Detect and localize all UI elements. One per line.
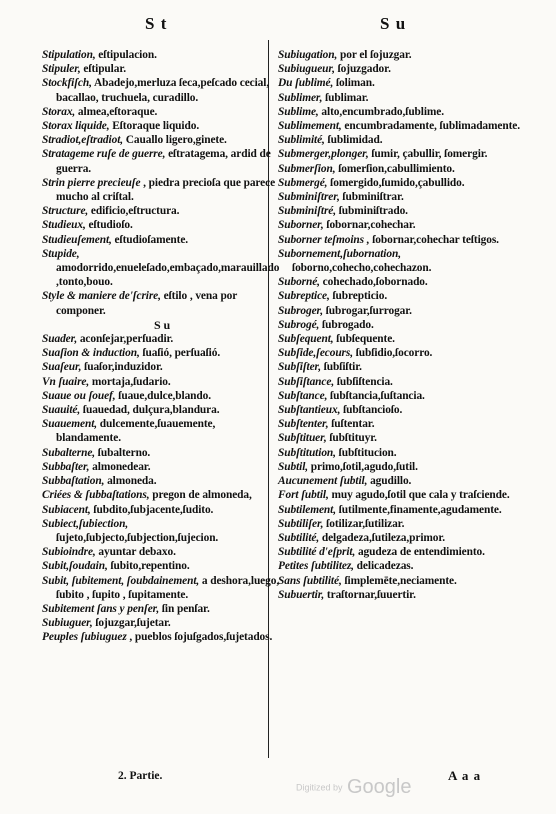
entry-headword: Studieux, [42, 219, 86, 232]
entry-headword: Subreptice, [278, 290, 330, 303]
entry-headword: Style & maniere de'ſcrire, [42, 290, 161, 303]
entry-headword: Sans ſubtilité, [278, 574, 342, 587]
entry-headword: Sublime, [278, 105, 319, 118]
entry-headword: Peuples ſubiuguez [42, 631, 127, 644]
dictionary-entry [42, 446, 282, 460]
dictionary-entry [278, 91, 522, 105]
dictionary-entry [42, 460, 282, 474]
header-right-letters: S u [380, 14, 407, 33]
entry-headword: Suader, [42, 333, 78, 346]
dictionary-entry [42, 630, 282, 644]
entry-definition: ſomerſion,cabullimiento. [335, 162, 455, 175]
dictionary-entry [42, 488, 282, 502]
entry-headword: Subſiſter, [278, 361, 321, 374]
entry-definition: ſuauedad, dulçura,blandura. [80, 404, 220, 417]
dictionary-entry [42, 147, 282, 175]
entry-definition: aconſejar,perſuadir. [77, 333, 174, 346]
entry-definition: ſubminiſtrar. [339, 191, 404, 204]
entry-headword: Subſide,ſecours, [278, 347, 353, 360]
entry-definition: ſujeto,ſubjecto,ſubjection,ſujecion. [56, 531, 219, 544]
dictionary-entry [42, 176, 282, 204]
entry-headword: Subtilité, [278, 531, 320, 544]
entry-headword: Submerſion, [278, 162, 336, 175]
entry-definition: eſtilo , vena por componer. [56, 290, 238, 317]
dictionary-entry [278, 446, 522, 460]
left-column [42, 48, 282, 645]
dictionary-entry [42, 48, 282, 62]
dictionary-entry [278, 389, 522, 403]
dictionary-entry [42, 233, 282, 247]
entry-definition: ſuaue,dulce,blando. [115, 389, 211, 402]
entry-definition: ſubſidio,ſocorro. [352, 347, 433, 360]
dictionary-entry [42, 76, 282, 104]
entry-definition: ſubſtancia,ſuſtancia. [327, 389, 425, 402]
dictionary-entry [42, 375, 282, 389]
dictionary-entry [278, 559, 522, 573]
dictionary-entry [278, 119, 522, 133]
entry-definition: agudeza de entendimiento. [355, 546, 485, 559]
entry-headword: Submerger,plonger, [278, 148, 369, 161]
entry-definition: ſubalterno. [95, 446, 151, 459]
entry-definition: , pueblos ſojuſgados,ſujetados. [126, 631, 273, 644]
entry-definition: Eſtoraque liquido. [109, 120, 200, 133]
dictionary-entry [42, 574, 282, 602]
entry-definition: Abadejo,merluza ſeca,peſcado cecial, bacallao, truchuela, curadillo. [56, 77, 270, 104]
dictionary-entry [42, 503, 282, 517]
entry-definition: ſubſiſtir. [321, 361, 362, 374]
entry-definition: ſuaſor,induzidor. [81, 361, 163, 374]
dictionary-entry [42, 204, 282, 218]
entry-definition: eſtipular. [80, 63, 126, 76]
entry-headword: Stipulation, [42, 49, 96, 61]
dictionary-entry [278, 247, 522, 275]
entry-definition: mortaja,ſudario. [89, 375, 171, 388]
entry-headword: Stratageme ruſe de guerre, [42, 148, 166, 161]
entry-headword: Sublimer, [278, 91, 323, 104]
entry-definition: almonedear. [89, 460, 151, 473]
entry-definition: edificio,eſtructura. [88, 205, 180, 218]
header-left-letters: S t [145, 14, 168, 33]
entry-headword: Subornement,ſubornation, [278, 247, 401, 260]
entry-definition: ſubito,repentino. [107, 560, 190, 573]
entry-definition: primo,ſotil,agudo,ſutil. [308, 460, 418, 473]
dictionary-entry [278, 275, 522, 289]
dictionary-entry [42, 360, 282, 374]
dictionary-entry [278, 474, 522, 488]
entry-headword: Subioindre, [42, 546, 96, 559]
footer-part-label: 2. Partie. [118, 770, 163, 782]
dictionary-entry [278, 133, 522, 147]
entry-headword: Suborné, [278, 276, 320, 289]
dictionary-entry [278, 147, 522, 161]
dictionary-entry [42, 403, 282, 417]
dictionary-entry [278, 176, 522, 190]
entry-headword: Subſiſtance, [278, 375, 335, 388]
entry-headword: Storax liquide, [42, 120, 110, 133]
dictionary-entry [42, 517, 282, 545]
entry-headword: Stipuler, [42, 63, 81, 76]
dictionary-entry [42, 119, 282, 133]
entry-headword: Subiugation, [278, 49, 338, 61]
entry-definition: ſimplemēte,neciamente. [341, 574, 457, 587]
entry-headword: Sublimité, [278, 134, 325, 147]
dictionary-entry [42, 105, 282, 119]
entry-headword: Subtilité d'eſprit, [278, 546, 356, 559]
entry-headword: Structure, [42, 205, 89, 218]
entry-headword: Suborner teſmoins , [278, 233, 370, 246]
entry-definition: ſobornar,cohechar. [323, 219, 416, 232]
entry-definition: almoneda. [104, 475, 157, 488]
dictionary-entry [278, 346, 522, 360]
entry-headword: Suauité, [42, 404, 81, 417]
dictionary-entry [278, 105, 522, 119]
entry-headword: Storax, [42, 105, 76, 118]
entry-definition: traſtornar,ſuuertir. [324, 588, 416, 601]
entry-headword: Subiugueur, [278, 63, 335, 76]
watermark-logo-text: Google [346, 776, 412, 798]
entry-definition: cohechado,ſobornado. [319, 276, 428, 289]
dictionary-entry [42, 346, 282, 360]
entry-definition: ſuaſió, perſuaſió. [139, 347, 221, 360]
dictionary-entry [278, 304, 522, 318]
entry-headword: Sublimement, [278, 120, 342, 133]
entry-headword: Fort ſubtil, [278, 489, 329, 502]
entry-definition: ſutilmente,finamente,agudamente. [335, 503, 502, 516]
entry-definition: , piedra precioſa que parece mucho al criſtal. [56, 176, 276, 204]
entry-headword: Du ſublimé, [278, 77, 334, 90]
entry-definition: ſubrepticio. [329, 290, 388, 303]
dictionary-entry [278, 289, 522, 303]
entry-definition: almea,eſtoraque. [75, 105, 158, 118]
dictionary-entry [278, 332, 522, 346]
entry-definition: ſojuzgar,ſujetar. [92, 617, 171, 630]
digitized-watermark [296, 776, 411, 799]
dictionary-entry [42, 332, 282, 346]
dictionary-entry [278, 233, 522, 247]
entry-headword: Subiacent, [42, 503, 91, 516]
dictionary-entry [278, 76, 522, 90]
running-header [0, 14, 556, 38]
dictionary-entry [278, 431, 522, 445]
entry-definition: alto,encumbrado,ſublime. [318, 105, 445, 118]
entry-definition: ſubſiſtencia. [334, 375, 393, 388]
entry-headword: Studieuſement, [42, 233, 112, 246]
dictionary-entry [278, 531, 522, 545]
entry-headword: Subminiſtré, [278, 205, 336, 218]
dictionary-entry [278, 417, 522, 431]
entry-definition: ſuſtentar. [328, 418, 375, 431]
dictionary-entry [278, 318, 522, 332]
dictionary-entry [42, 545, 282, 559]
dictionary-entry [42, 389, 282, 403]
dictionary-entry [42, 559, 282, 573]
entry-headword: Subſtituer, [278, 432, 327, 445]
entry-definition: eſtratagema, ardid de guerra. [56, 148, 271, 175]
dictionary-entry [278, 488, 522, 502]
entry-headword: Subitement ſans y penſer, [42, 602, 160, 615]
entry-headword: Subuertir, [278, 588, 325, 601]
dictionary-entry [42, 289, 282, 317]
dictionary-entry [42, 247, 282, 290]
dictionary-entry [278, 503, 522, 517]
entry-headword: Subſequent, [278, 333, 334, 346]
entry-headword: Aucunement ſubtil, [278, 475, 368, 488]
entry-definition: ſubrogado. [319, 318, 374, 331]
entry-definition: delgadeza,ſutileza,primor. [319, 531, 446, 544]
entry-headword: Subbaſter, [42, 460, 90, 473]
dictionary-entry [278, 218, 522, 232]
entry-definition: ayuntar debaxo. [95, 546, 176, 559]
entry-definition: ſubdito,ſubjacente,ſudito. [90, 503, 214, 516]
entry-definition: ſumir, çabullir, ſomergir. [368, 148, 488, 161]
entry-headword: Subalterne, [42, 446, 96, 459]
entry-definition: amodorrido,enueleſado,embaçado,marauillado,tonto,bouo. [56, 262, 280, 289]
right-column [278, 48, 522, 602]
entry-definition: ſojuzgador. [334, 63, 391, 76]
entry-headword: Subminiſtrer, [278, 191, 340, 204]
entry-headword: Suborner, [278, 219, 324, 232]
entry-headword: Subrogé, [278, 318, 320, 331]
entry-definition: eſtipulacion. [95, 49, 157, 61]
entry-definition: muy agudo,ſotil que cala y traſciende. [328, 489, 510, 502]
dictionary-entry [42, 218, 282, 232]
entry-headword: Subtil, [278, 460, 309, 473]
entry-definition: ſubrogar,ſurrogar. [323, 304, 412, 317]
entry-definition: ſoliman. [333, 77, 375, 90]
dictionary-entry [278, 460, 522, 474]
entry-definition: pregon de almoneda, [149, 489, 252, 502]
entry-definition: ſotilizar,ſutilizar. [323, 517, 405, 530]
entry-headword: Subroger, [278, 304, 323, 317]
dictionary-entry [42, 602, 282, 616]
entry-definition: ſobornar,cohechar teſtigos. [369, 233, 499, 246]
entry-definition: ſubminiſtrado. [335, 205, 408, 218]
entry-headword: Vn ſuaire, [42, 375, 90, 388]
entry-definition: Cauallo ligero,ginete. [123, 134, 227, 147]
entry-headword: Subſtitution, [278, 446, 336, 459]
entry-headword: Stradiot,eſtradiot, [42, 134, 124, 147]
entry-definition: ſubſtancioſo. [340, 404, 403, 417]
dictionary-entry [278, 375, 522, 389]
watermark-small-text: Digitized by [296, 782, 343, 793]
entry-headword: Stockfiſch, [42, 77, 92, 90]
entry-definition: ſublimidad. [324, 134, 383, 147]
entry-headword: Subſtenter, [278, 418, 329, 431]
entry-headword: Subit, ſubitement, ſoubdainement, [42, 574, 200, 587]
dictionary-entry [42, 474, 282, 488]
entry-headword: Subſtantieux, [278, 404, 341, 417]
entry-headword: Suaue ou ſouef, [42, 389, 116, 402]
entry-definition: ſublimar. [322, 91, 369, 104]
entry-headword: Suaſeur, [42, 361, 82, 374]
entry-definition: ſubſtitucion. [335, 446, 397, 459]
entry-definition: ſin penſar. [159, 602, 210, 615]
entry-definition: a deshora,luego, ſubito , ſupito , ſupitamente. [56, 574, 280, 601]
dictionary-entry [278, 588, 522, 602]
dictionary-entry [278, 545, 522, 559]
dictionary-entry [278, 190, 522, 204]
entry-definition: ſomergido,ſumido,çabullido. [327, 176, 465, 189]
entry-headword: Subtilement, [278, 503, 336, 516]
entry-headword: Strin pierre precieuſe [42, 176, 141, 189]
dictionary-entry [42, 417, 282, 445]
entry-headword: Criées & ſubbaſtations, [42, 489, 150, 502]
dictionary-entry [42, 616, 282, 630]
entry-definition: eſtudioſo. [85, 219, 133, 232]
entry-headword: Suauement, [42, 418, 98, 431]
dictionary-entry [278, 162, 522, 176]
entry-definition: ſubſtituyr. [326, 432, 377, 445]
entry-definition: eſtudioſamente. [111, 233, 189, 246]
dictionary-entry [278, 204, 522, 218]
entry-headword: Petites ſubtilitez, [278, 560, 354, 573]
entry-headword: Subiect,ſubiection, [42, 517, 129, 530]
entry-definition: dulcemente,ſuauemente, blandamente. [56, 418, 216, 445]
dictionary-entry [42, 133, 282, 147]
entry-definition: por el ſojuzgar. [337, 49, 412, 61]
entry-definition: ſoborno,cohecho,cohechazon. [292, 262, 432, 275]
dictionary-entry [278, 360, 522, 374]
entry-definition: delicadezas. [353, 560, 414, 573]
dictionary-entry [278, 403, 522, 417]
entry-definition: agudillo. [367, 475, 412, 488]
section-heading: S u [153, 317, 171, 332]
entry-headword: Stupide, [42, 247, 80, 260]
dictionary-entry [278, 62, 522, 76]
entry-headword: Subit,ſoudain, [42, 560, 108, 573]
dictionary-entry [278, 48, 522, 62]
dictionary-entry [42, 62, 282, 76]
entry-headword: Subſtance, [278, 389, 328, 402]
entry-definition: encumbradamente, ſublimadamente. [341, 120, 520, 133]
entry-definition: ſubſequente. [333, 333, 395, 346]
dictionary-entry [278, 574, 522, 588]
footer-signature-mark: A a a [448, 768, 482, 783]
entry-headword: Subbaſtation, [42, 475, 105, 488]
entry-headword: Subiuguer, [42, 617, 93, 630]
dictionary-entry [278, 517, 522, 531]
entry-headword: Suaſion & induction, [42, 347, 140, 360]
entry-headword: Submergé, [278, 176, 328, 189]
entry-headword: Subtiliſer, [278, 517, 324, 530]
